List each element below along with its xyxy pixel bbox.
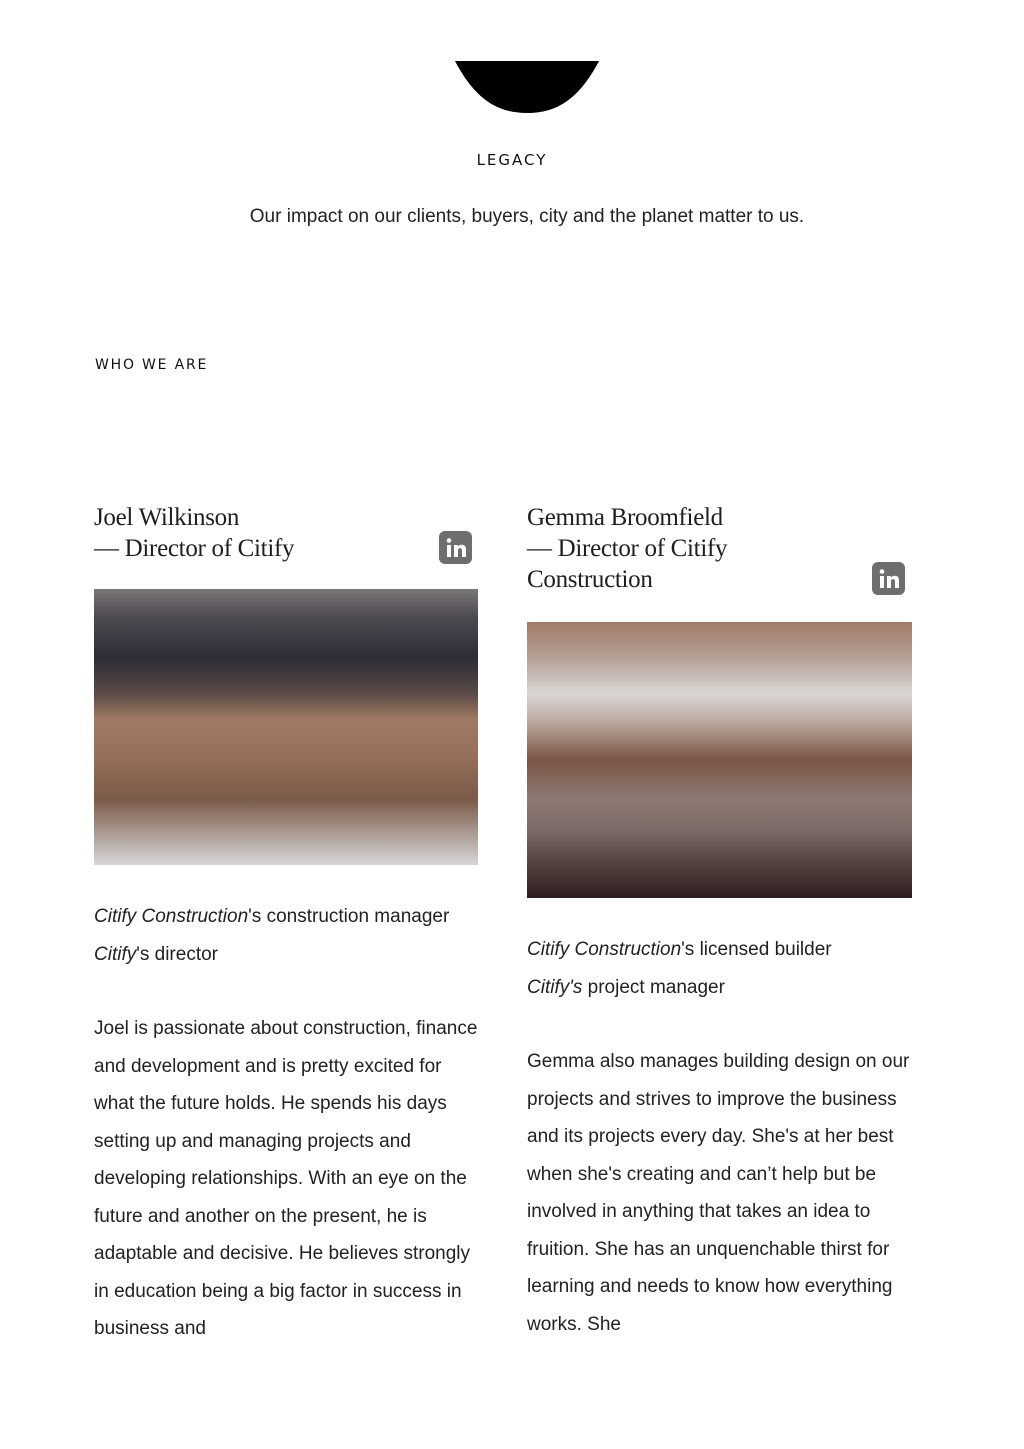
member-bio: Gemma also manages building design on our projects and strives to improve the business and its projects every day. She's at her best when she's creating and can’t help but be involved in anything that takes an idea to fruition. She has an unquenchable thirst for learning and needs to know how everything works. She [527, 1051, 910, 1335]
member-name: Joel Wilkinson [94, 504, 240, 531]
member-tags [527, 931, 912, 1006]
member-photo [94, 589, 478, 865]
team-member-card [527, 502, 912, 1343]
member-photo [527, 622, 912, 898]
member-tag: Citify's project manager [527, 976, 725, 998]
team-member-card [94, 502, 478, 1348]
linkedin-icon[interactable] [872, 562, 905, 595]
member-role-continued: Construction [527, 566, 653, 593]
logo-half-circle [455, 61, 599, 113]
linkedin-icon[interactable] [439, 531, 472, 564]
member-tag: Citify Construction's licensed builder [527, 939, 832, 960]
legacy-tagline: Our impact on our clients, buyers, city and the planet matter to us. [249, 206, 805, 227]
member-role: — Director of Citify [527, 535, 728, 562]
member-tag: Citify's director [94, 943, 218, 965]
member-tag: Citify Construction's construction manager [94, 906, 450, 927]
who-we-are-label: WHO WE ARE [95, 357, 209, 373]
member-bio: Joel is passionate about construction, finance and development and is pretty excited for what the future holds. He spends his days setting up and managing projects and developing relationships. With an eye on the future and another on the present, he is adaptable and decisive. He believes strongly in education being a big factor in success in business and [94, 1018, 478, 1339]
member-role: — Director of Citify [94, 535, 295, 562]
member-name: Gemma Broomfield [527, 504, 723, 531]
member-heading [527, 502, 912, 595]
legacy-label: LEGACY [476, 151, 548, 169]
member-heading [94, 502, 478, 564]
member-tags [94, 898, 478, 973]
